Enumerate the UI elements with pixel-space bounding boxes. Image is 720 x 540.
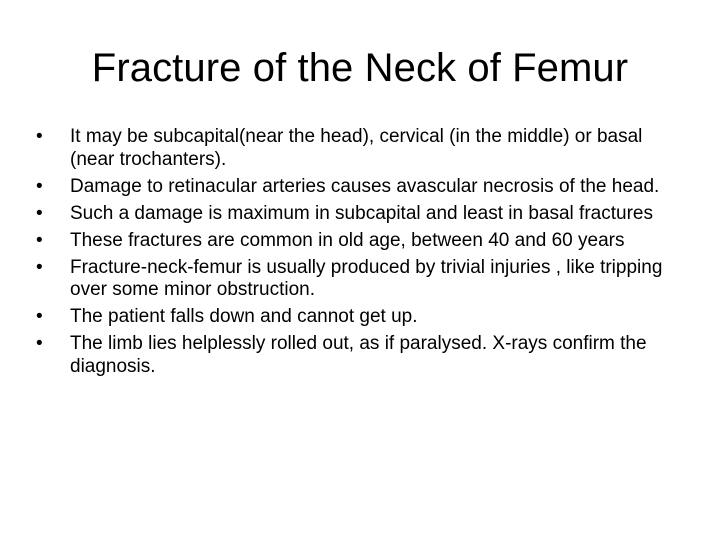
bullet-icon: • [36, 126, 43, 147]
bullet-text: Such a damage is maximum in subcapital and least in basal fractures [70, 202, 653, 224]
bullet-item [36, 333, 686, 378]
bullet-text: These fractures are common in old age, between 40 and 60 years [70, 229, 625, 251]
bullet-icon: • [36, 175, 43, 197]
bullet-item [36, 203, 686, 226]
bullet-icon: • [36, 202, 43, 224]
bullet-icon: • [36, 229, 43, 251]
bullet-text: The limb lies helplessly rolled out, as if paralysed. X-rays confirm the diagnosis. [70, 333, 647, 377]
bullet-item [36, 257, 686, 302]
bullet-icon: • [36, 306, 43, 327]
bullet-icon: • [36, 256, 43, 278]
bullet-icon: • [36, 333, 43, 354]
slide-title: Fracture of the Neck of Femur [91, 46, 629, 90]
bullet-item [36, 306, 686, 329]
bullet-item [36, 176, 686, 199]
bullet-text: Fracture-neck-femur is usually produced by trivial injuries , like tripping over some minor obstruction. [70, 256, 663, 300]
bullet-text: It may be subcapital(near the head), cervical (in the middle) or basal (near trochanters). [70, 126, 643, 170]
bullet-item [36, 230, 686, 253]
bullet-list [36, 126, 686, 383]
bullet-item [36, 126, 686, 171]
bullet-text: The patient falls down and cannot get up. [70, 306, 418, 327]
bullet-text: Damage to retinacular arteries causes avascular necrosis of the head. [70, 175, 660, 197]
